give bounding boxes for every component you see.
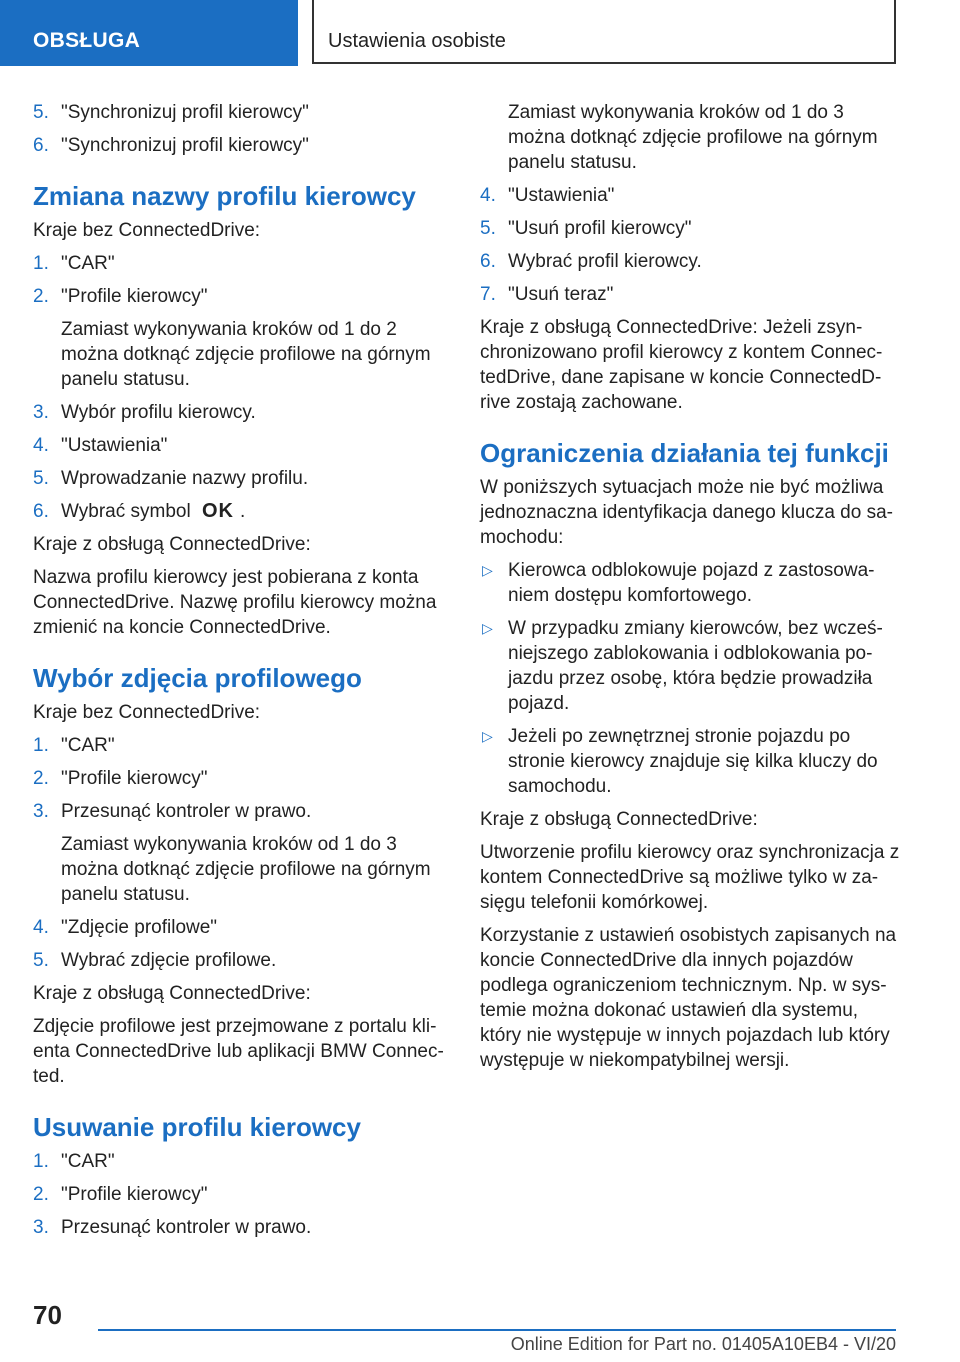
list-item (33, 915, 453, 940)
step-number: 2. (33, 768, 49, 789)
list-item (480, 216, 900, 241)
step-number: 4. (33, 917, 49, 938)
intro-text: Kraje bez ConnectedDrive: (33, 702, 261, 723)
list-item (33, 799, 453, 824)
step-text: "Profile kierowcy" (61, 1184, 208, 1205)
list-item (33, 948, 453, 973)
right-column (480, 100, 900, 1081)
triangle-bullet-icon: ▷ (482, 728, 493, 744)
step-text: "Profile kierowcy" (61, 768, 208, 789)
intro-text: W poniższych sytuacjach może nie być możliwa jednoznaczna identyfikacja danego klucza do samochodu: (480, 477, 893, 548)
step-number: 6. (33, 501, 49, 522)
list-item (33, 100, 453, 125)
step-text: Wybrać symbol (61, 501, 191, 522)
step-number: 6. (33, 135, 49, 156)
step-number: 5. (33, 950, 49, 971)
triangle-bullet-icon: ▷ (482, 562, 493, 578)
step-text: "Zdjęcie profilowe" (61, 917, 218, 938)
step-number: 5. (33, 102, 49, 123)
connecteddrive-text: Zdjęcie profilowe jest przejmowane z portalu klienta ConnectedDrive lub aplikacji BMW Connected. (33, 1016, 444, 1087)
list-item (33, 251, 453, 276)
section-tab: OBSŁUGA (0, 0, 298, 66)
step-number: 3. (33, 402, 49, 423)
step-note: Zamiast wykonywania kroków od 1 do 2 można dotknąć zdjęcie profilowe na górnym panelu statusu. (61, 319, 431, 390)
connecteddrive-text: Kraje z obsługą ConnectedDrive: Jeżeli zsynchronizowano profil kierowcy z kontem ConnectedDrive, dane zapisane w koncie ConnectedDrive zostają zachowane. (480, 317, 883, 413)
step-number: 3. (33, 1217, 49, 1238)
list-item (480, 558, 900, 608)
footer-divider (98, 1329, 896, 1331)
step-number: 1. (33, 735, 49, 756)
bullet-text: Jeżeli po zewnętrznej stronie pojazdu po stronie kierowcy znajduje się kilka kluczy do samochodu. (508, 726, 878, 797)
list-item (33, 733, 453, 758)
step-text: "Ustawienia" (508, 185, 615, 206)
step-text: Wybrać profil kierowcy. (508, 251, 702, 272)
step-number: 5. (480, 218, 496, 239)
heading-rename-profile: Zmiana nazwy profilu kierowcy (33, 181, 416, 211)
step-text: "CAR" (61, 1151, 115, 1172)
heading-profile-photo: Wybór zdjęcia profilowego (33, 663, 362, 693)
heading-function-limits: Ograniczenia działania tej funkcji (480, 438, 889, 468)
page-header (0, 0, 960, 66)
step-note: Zamiast wykonywania kroków od 1 do 3 można dotknąć zdjęcie profilowe na górnym panelu statusu. (508, 102, 878, 173)
step-number: 5. (33, 468, 49, 489)
list-item (33, 1149, 453, 1174)
chapter-title: Ustawienia osobiste (312, 0, 896, 64)
list-item (33, 1215, 453, 1240)
connecteddrive-label: Kraje z obsługą ConnectedDrive: (480, 809, 758, 830)
list-item (480, 183, 900, 208)
step-number: 4. (33, 435, 49, 456)
step-number: 4. (480, 185, 496, 206)
ok-icon: OK (201, 500, 234, 522)
list-item (33, 1182, 453, 1207)
step-text: "Ustawienia" (61, 435, 168, 456)
connecteddrive-label: Kraje z obsługą ConnectedDrive: (33, 983, 311, 1004)
step-text: "CAR" (61, 253, 115, 274)
bullet-text: W przypadku zmiany kierowców, bez wcześniejszego zablokowania i odblokowania pojazdu przez osobę, która będzie prowadziła pojazd. (508, 618, 883, 714)
connecteddrive-text: Utworzenie profilu kierowcy oraz synchronizacja z kontem ConnectedDrive są możliwe tylko w zasięgu telefonii komórkowej. (480, 842, 900, 913)
bullet-text: Kierowca odblokowuje pojazd z zastosowaniem dostępu komfortowego. (508, 560, 875, 606)
list-item (33, 499, 453, 524)
step-text: "Synchronizuj profil kierowcy" (61, 135, 309, 156)
step-number: 1. (33, 253, 49, 274)
intro-text: Kraje bez ConnectedDrive: (33, 220, 261, 241)
step-text: "Usuń teraz" (508, 284, 614, 305)
step-number: 1. (33, 1151, 49, 1172)
list-item (480, 616, 900, 716)
connecteddrive-label: Kraje z obsługą ConnectedDrive: (33, 534, 311, 555)
step-text: "Synchronizuj profil kierowcy" (61, 102, 309, 123)
step-text: "CAR" (61, 735, 115, 756)
page-number: 70 (33, 1300, 62, 1330)
step-text: Wprowadzanie nazwy profilu. (61, 468, 309, 489)
list-item (33, 400, 453, 425)
heading-delete-profile: Usuwanie profilu kierowcy (33, 1112, 361, 1142)
step-text: Wybór profilu kierowcy. (61, 402, 256, 423)
step-number: 3. (33, 801, 49, 822)
connecteddrive-text: Nazwa profilu kierowcy jest pobierana z konta ConnectedDrive. Nazwę profilu kierowcy można zmienić na koncie ConnectedDrive. (33, 567, 437, 638)
triangle-bullet-icon: ▷ (482, 620, 493, 636)
step-text: Przesunąć kontroler w prawo. (61, 1217, 312, 1238)
list-item (33, 466, 453, 491)
list-item (33, 133, 453, 158)
step-text: Przesunąć kontroler w prawo. (61, 801, 312, 822)
step-text-end: . (239, 501, 246, 522)
list-item (33, 284, 453, 309)
step-number: 2. (33, 1184, 49, 1205)
list-item (480, 282, 900, 307)
step-text: "Profile kierowcy" (61, 286, 208, 307)
step-number: 2. (33, 286, 49, 307)
list-item (480, 724, 900, 799)
step-text: Wybrać zdjęcie profilowe. (61, 950, 277, 971)
step-text: "Usuń profil kierowcy" (508, 218, 692, 239)
step-number: 7. (480, 284, 496, 305)
step-number: 6. (480, 251, 496, 272)
footer-edition: Online Edition for Part no. 01405A10EB4 - VI/20 (510, 1334, 896, 1354)
list-item (480, 249, 900, 274)
connecteddrive-text: Korzystanie z ustawień osobistych zapisanych na koncie ConnectedDrive dla innych pojazdów podlega ograniczeniom technicznym. Np. w systemie można dokonać ustawień dla systemu, który nie występuje w innych pojazdach lub który występuje w niekompatybilnej wersji. (480, 925, 897, 1071)
step-note: Zamiast wykonywania kroków od 1 do 3 można dotknąć zdjęcie profilowe na górnym panelu statusu. (61, 834, 431, 905)
list-item (33, 766, 453, 791)
list-item (33, 433, 453, 458)
left-column (33, 100, 453, 1248)
